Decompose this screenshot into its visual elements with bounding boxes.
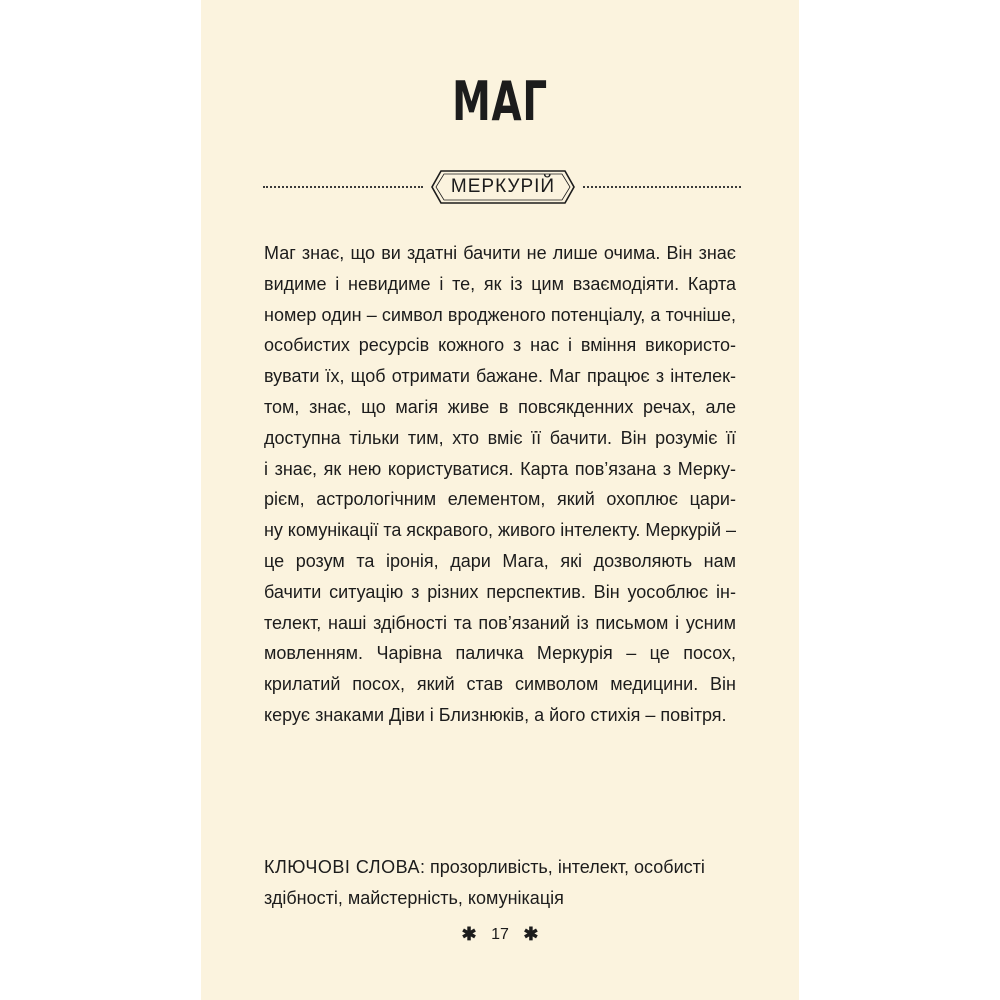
- text-line: бачити ситуацію з різних перспектив. Він уособлює ін-: [264, 581, 736, 602]
- page-number: 17: [491, 925, 509, 943]
- keywords-colon: :: [420, 857, 431, 877]
- keywords-line-2: здібності, майстерність, комунікація: [264, 888, 564, 908]
- keywords-line-1: [264, 852, 740, 883]
- book-page: [201, 0, 799, 1000]
- dotted-rule-right: [583, 186, 741, 188]
- asterisk-icon: ✱: [461, 924, 477, 944]
- text-line: рієм, астрологічним елементом, який охоплює цари-: [264, 489, 736, 510]
- text-line: це розум та іронія, дари Мага, які дозволяють нам: [264, 550, 736, 571]
- text-line: особистих ресурсів кожного з нас і вміння використо-: [264, 335, 736, 356]
- text-line: том, знає, що магія живе в повсякденних речах, але: [264, 396, 736, 417]
- page-footer: [201, 924, 799, 945]
- text-line: доступна тільки тим, хто вміє її бачити. Він розуміє її: [264, 427, 736, 448]
- keywords-label: КЛЮЧОВІ СЛОВА: [264, 857, 421, 877]
- text-line: Маг знає, що ви здатні бачити не лише очима. Він знає: [264, 243, 736, 263]
- planet-badge: [431, 170, 575, 204]
- text-line: видиме і невидиме і те, як із цим взаємодіяти. Карта: [264, 273, 736, 294]
- text-line: ну комунікації та яскравого, живого інтелекту. Меркурій –: [264, 520, 736, 541]
- text-line: телект, наші здібності та пов’язаний із письмом і усним: [264, 612, 736, 633]
- keywords-text-1: прозорливість, інтелект, особисті: [430, 857, 705, 877]
- keywords-block: [264, 852, 740, 914]
- text-line: керує знаками Діви і Близнюків, а його стихія – повітря.: [264, 704, 727, 725]
- card-title: МАГ: [452, 70, 548, 133]
- planet-label: МЕРКУРІЙ: [450, 176, 556, 197]
- text-line: вувати їх, щоб отримати бажане. Маг працює з інтелек-: [264, 366, 736, 387]
- asterisk-icon: ✱: [523, 924, 539, 944]
- text-line: номер один – символ вродженого потенціалу, а точніше,: [264, 304, 736, 325]
- dotted-rule-left: [263, 186, 423, 188]
- text-line: і знає, як нею користуватися. Карта пов’язана з Мерку-: [264, 458, 736, 479]
- card-description: [264, 238, 736, 731]
- text-line: крилатий посох, який став символом медицини. Він: [264, 674, 736, 695]
- text-line: мовленням. Чарівна паличка Меркурія – це посох,: [264, 643, 736, 664]
- planet-ornament: [263, 170, 743, 206]
